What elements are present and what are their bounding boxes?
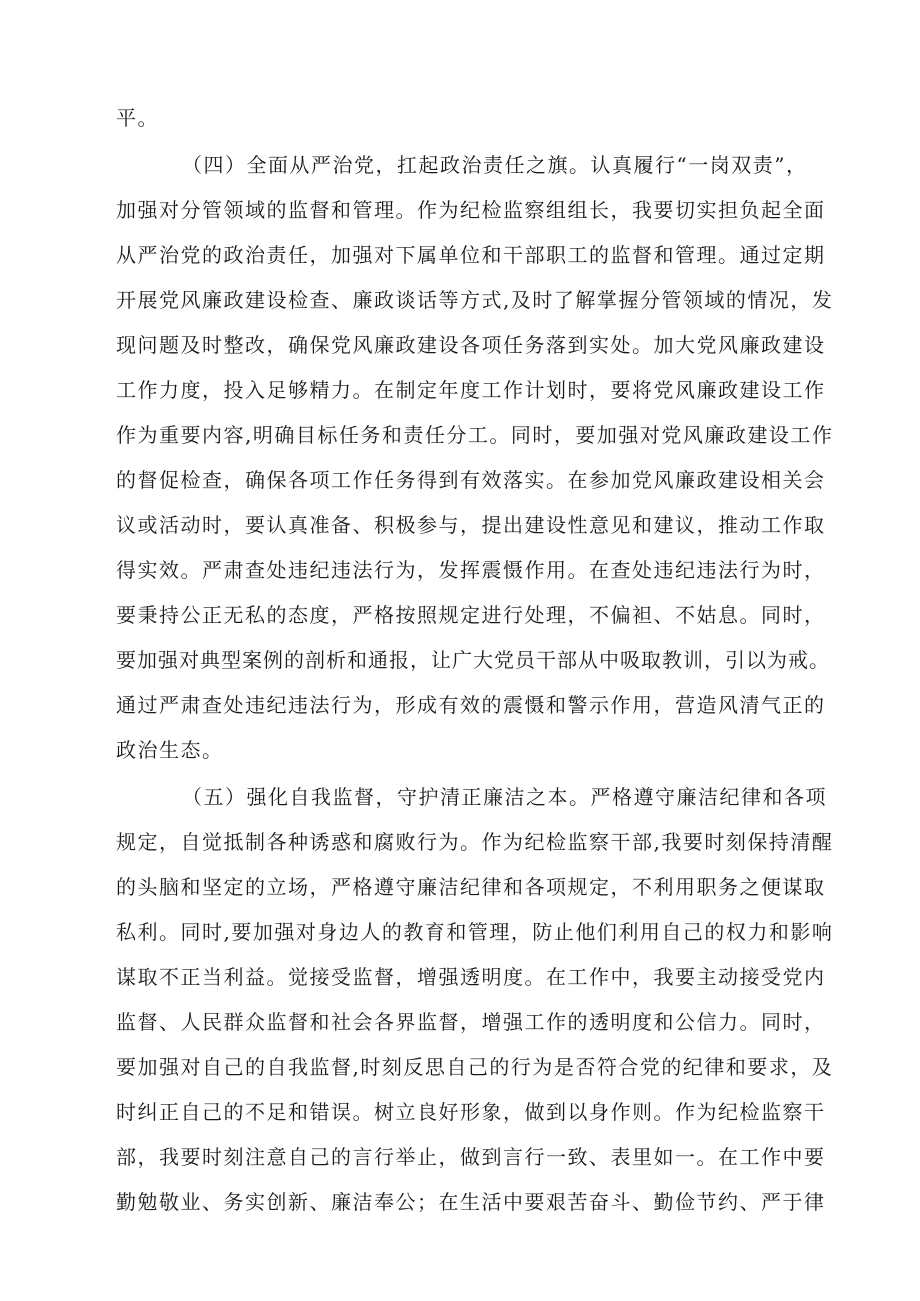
text-line: 作为重要内容,明确目标任务和责任分工。同时，要加强对党风廉政建设工作 [116,423,834,447]
text-line: 得实效。严肃查处违纪违法行为，发挥震慑作用。在查处违纪违法行为时， [116,558,826,582]
text-line: 议或活动时，要认真准备、积极参与，提出建设性意见和建议，推动工作取 [116,513,826,537]
text-line: 的头脑和坚定的立场，严格遵守廉洁纪律和各项规定，不利用职务之便谋取 [116,875,826,899]
text-line: 政治生态。 [116,738,224,762]
text-line: 时纠正自己的不足和错误。树立良好形象，做到以身作则。作为纪检监察干 [116,1100,826,1124]
text-line: 加强对分管领域的监督和管理。作为纪检监察组组长，我要切实担负起全面 [116,198,826,222]
text-line: 从严治党的政治责任，加强对下属单位和干部职工的监督和管理。通过定期 [116,243,826,267]
text-line: 要秉持公正无私的态度，严格按照规定进行处理，不偏袒、不姑息。同时， [116,603,826,627]
text-line: 部，我要时刻注意自己的言行举止，做到言行一致、表里如一。在工作中要 [116,1145,826,1169]
text-line: 工作力度，投入足够精力。在制定年度工作计划时，要将党风廉政建设工作 [116,378,826,402]
text-line: 规定，自觉抵制各种诱惑和腐败行为。作为纪检监察干部,我要时刻保持清醒 [116,830,834,854]
text-line: 现问题及时整改，确保党风廉政建设各项任务落到实处。加大党风廉政建设 [116,333,826,357]
text-line: 私利。同时,要加强对身边人的教育和管理，防止他们利用自己的权力和影响 [116,920,834,944]
text-line: 开展党风廉政建设检查、廉政谈话等方式,及时了解掌握分管领域的情况，发 [116,288,834,312]
text-line: 勤勉敬业、务实创新、廉洁奉公；在生活中要艰苦奋斗、勤俭节约、严于律 [116,1190,826,1214]
text-line: 要加强对自己的自我监督,时刻反思自己的行为是否符合党的纪律和要求，及 [116,1055,834,1079]
text-line: 要加强对典型案例的剖析和通报，让广大党员干部从中吸取教训，引以为戒。 [116,648,830,672]
paragraph-4-heading-line: （四）全面从严治党，扛起政治责任之旗。认真履行“一岗双责”， [182,153,808,177]
paragraph-5-heading-line: （五）强化自我监督，守护清正廉洁之本。严格遵守廉洁纪律和各项 [182,785,827,809]
text-line: 平。 [116,106,159,130]
text-line: 通过严肃查处违纪违法行为，形成有效的震慑和警示作用，营造风清气正的 [116,693,826,717]
text-line: 谋取不正当利益。觉接受监督，增强透明度。在工作中，我要主动接受党内 [116,965,826,989]
text-line: 监督、人民群众监督和社会各界监督，增强工作的透明度和公信力。同时， [116,1010,826,1034]
text-line: 的督促检查，确保各项工作任务得到有效落实。在参加党风廉政建设相关会 [116,468,826,492]
